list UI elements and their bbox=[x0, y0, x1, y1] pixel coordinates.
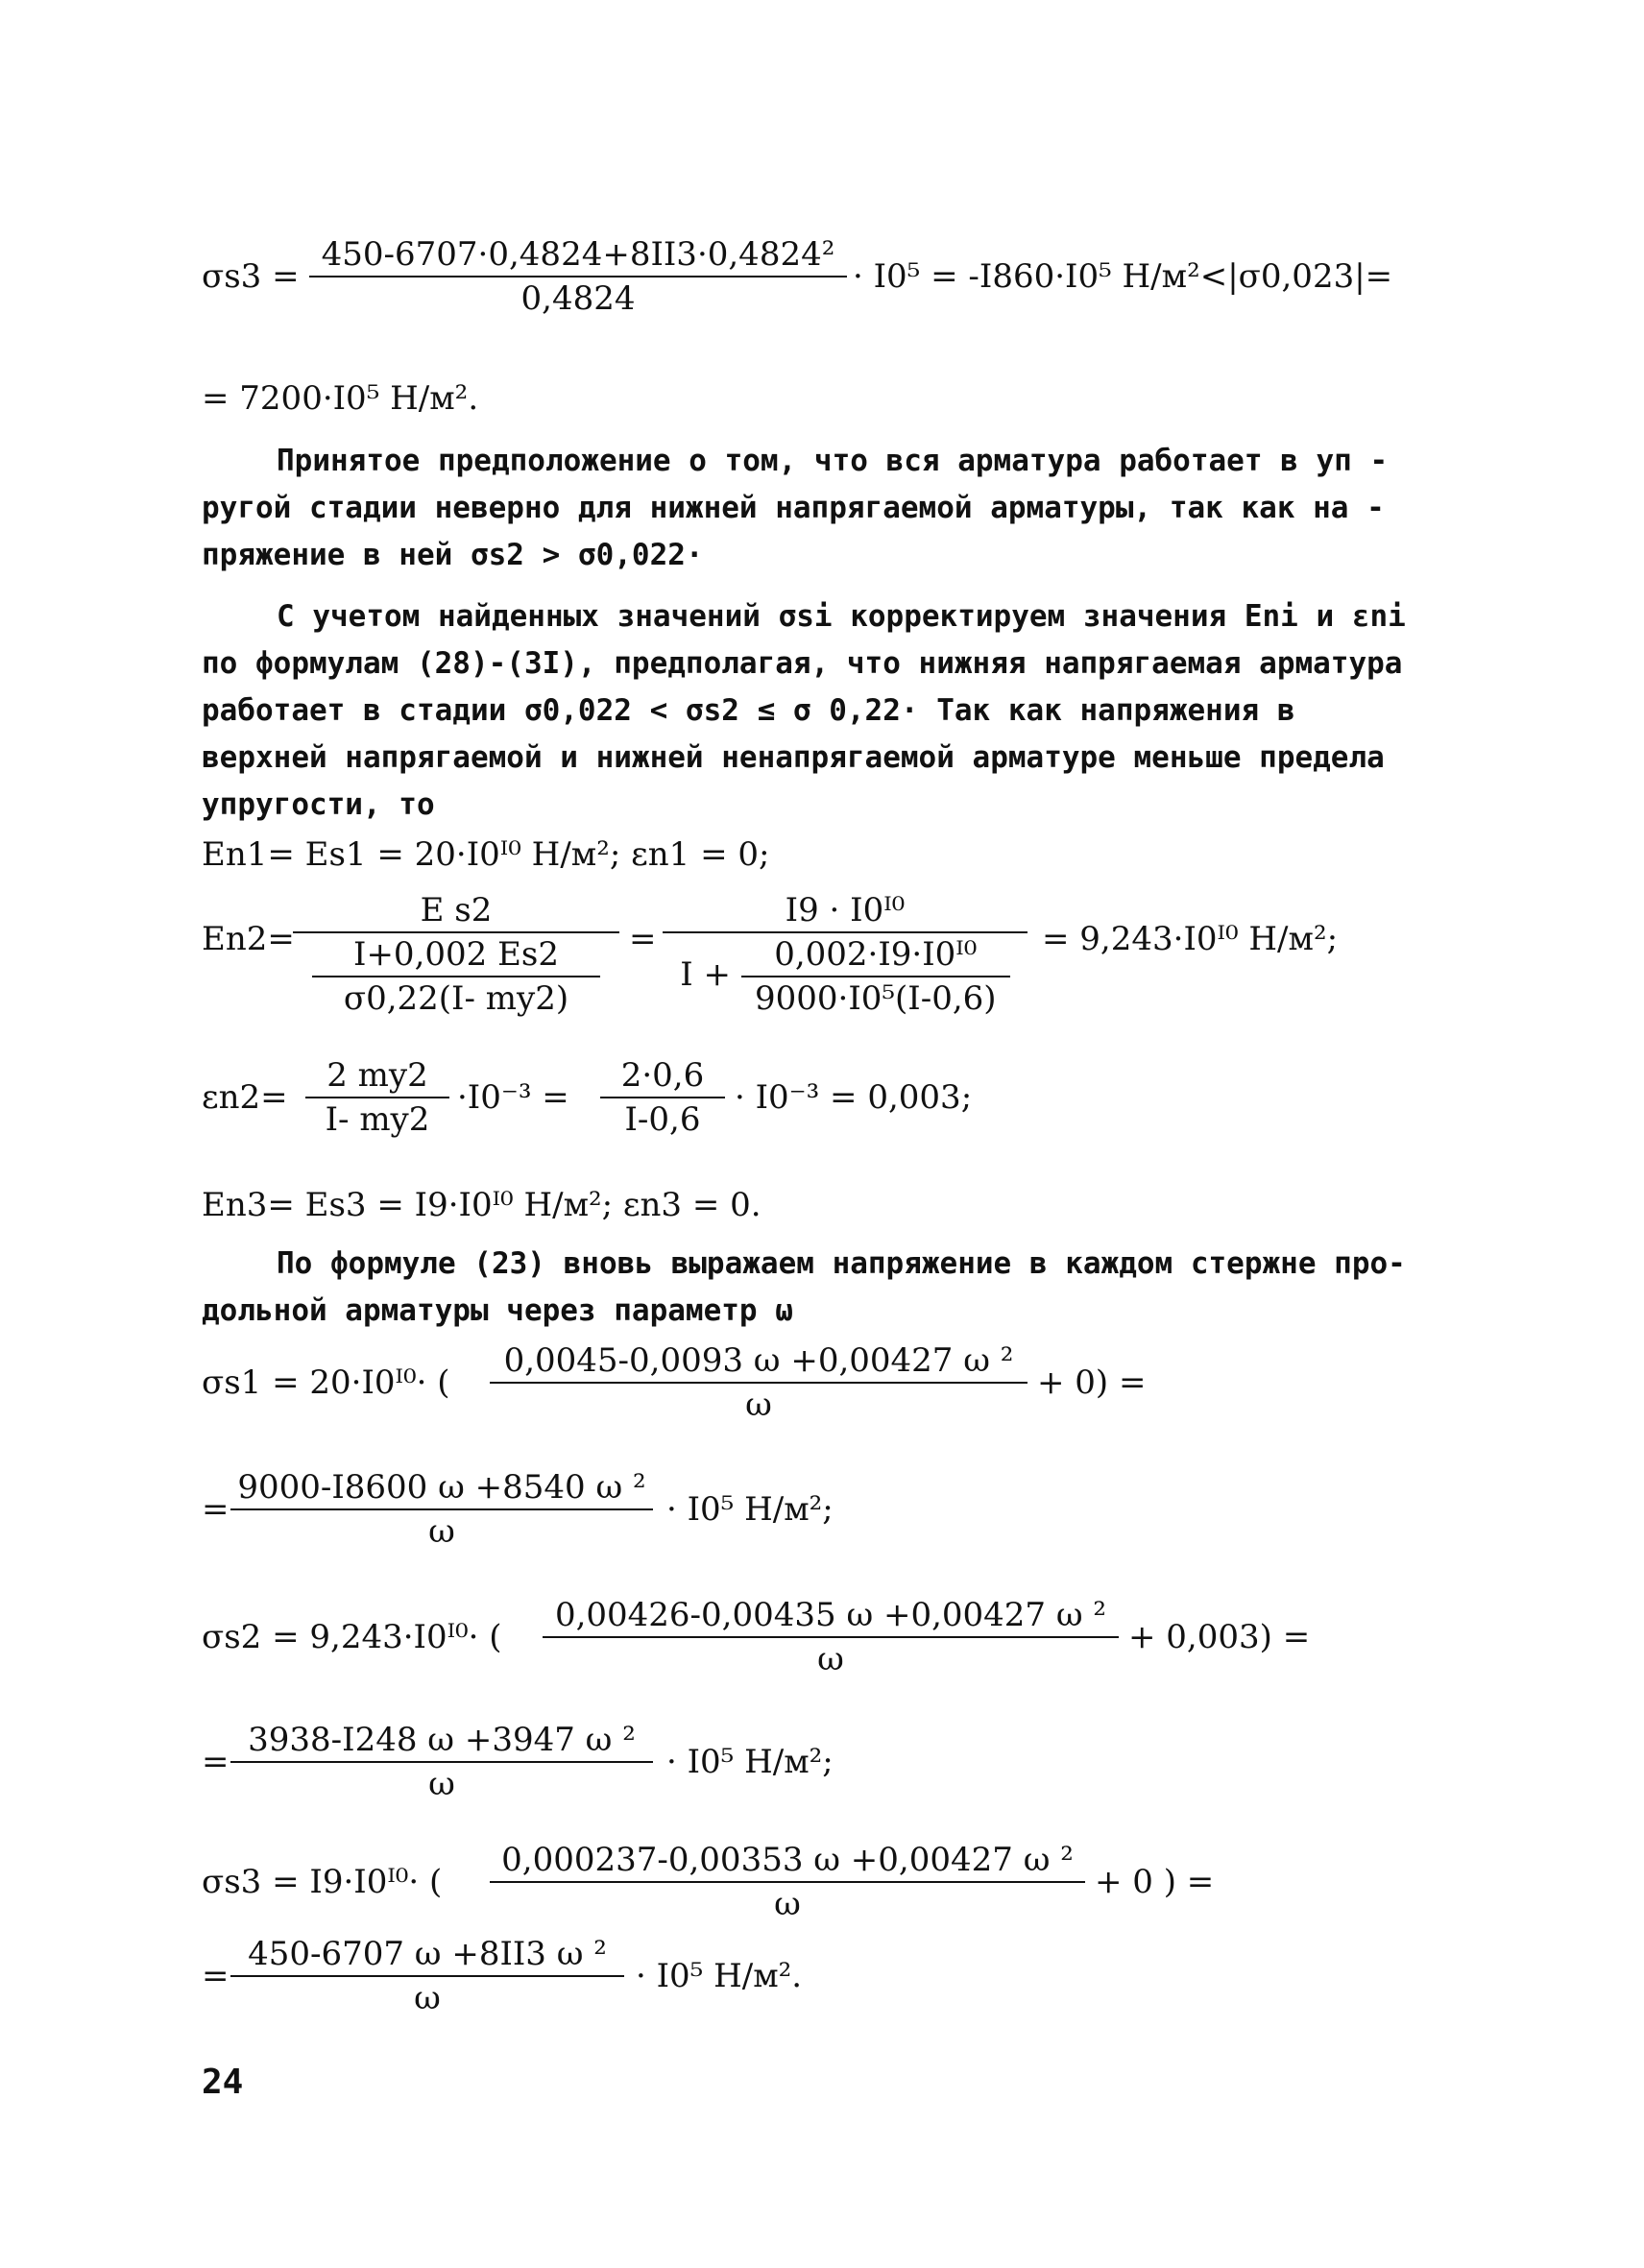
p3-line-1: По формуле (23) вновь выражаем напряжение в каждом стержне про- bbox=[277, 1246, 1406, 1281]
eq1-rest: · I0⁵ = -I860·I0⁵ Н/м²<|σ0,023|= bbox=[853, 257, 1393, 296]
p3-line-2: дольной арматуры через параметр ω bbox=[202, 1293, 793, 1328]
p1-line-2: ругой стадии неверно для нижней напрягаемой арматуры, так как на - bbox=[202, 491, 1385, 525]
en2-fraction-2 bbox=[663, 891, 1028, 1018]
eq1-lhs: σs3 = bbox=[202, 257, 300, 296]
en2-rest: = 9,243·I0ᴵ⁰ Н/м²; bbox=[1042, 920, 1339, 958]
epsn2-f2-numerator: 2·0,6 bbox=[600, 1056, 725, 1098]
s2b-denominator: ω bbox=[428, 1765, 455, 1803]
epsn2-lhs: εn2= bbox=[202, 1078, 288, 1117]
epsn2-f1-denominator: I- my2 bbox=[325, 1100, 430, 1139]
s2-rest: + 0,003) = bbox=[1128, 1618, 1311, 1656]
s2b-numerator: 3938-I248 ω +3947 ω ² bbox=[230, 1721, 653, 1763]
en2-f2-den-numerator: 0,002·I9·I0ᴵ⁰ bbox=[741, 935, 1010, 977]
en2-f1-inner-fraction bbox=[312, 935, 600, 1018]
s1-denominator: ω bbox=[745, 1386, 772, 1424]
en2-f1-den-numerator: I+0,002 Es2 bbox=[312, 935, 600, 977]
s3-denominator: ω bbox=[774, 1885, 801, 1923]
epsn2-f2-denominator: I-0,6 bbox=[624, 1100, 701, 1139]
s3b-rest: · I0⁵ Н/м². bbox=[636, 1957, 803, 1995]
eq1-numerator: 450-6707·0,4824+8II3·0,4824² bbox=[309, 235, 847, 277]
en2-f1-den-denominator: σ0,22(I- my2) bbox=[343, 979, 569, 1018]
p2-line-2: по формулам (28)-(3I), предполагая, что нижняя напрягаемая арматура bbox=[202, 646, 1403, 681]
epsn2-fraction-1 bbox=[305, 1056, 449, 1139]
en2-f2-den-prefix: I + bbox=[680, 955, 731, 994]
s3b-lhs: = bbox=[202, 1957, 230, 1995]
s1b-lhs: = bbox=[202, 1490, 230, 1529]
p2-line-4: верхней напрягаемой и нижней ненапрягаемой арматуре меньше предела bbox=[202, 740, 1385, 775]
en2-f2-numerator: I9 · I0ᴵ⁰ bbox=[663, 891, 1028, 933]
epsn2-middle: ·I0⁻³ = bbox=[457, 1078, 569, 1117]
epsn2-fraction-2 bbox=[600, 1056, 725, 1139]
p1-line-1: Принятое предположение о том, что вся арматура работает в уп - bbox=[277, 444, 1389, 478]
s2b-rest: · I0⁵ Н/м²; bbox=[666, 1743, 834, 1781]
epsn2-f1-numerator: 2 my2 bbox=[305, 1056, 449, 1098]
s2b-fraction bbox=[230, 1721, 653, 1803]
s2b-lhs: = bbox=[202, 1743, 230, 1781]
s3b-fraction bbox=[230, 1935, 624, 2017]
en2-f2-den-denominator: 9000·I0⁵(I-0,6) bbox=[754, 979, 997, 1018]
s1b-rest: · I0⁵ Н/м²; bbox=[666, 1490, 834, 1529]
s1b-fraction bbox=[230, 1468, 653, 1551]
p2-line-1: С учетом найденных значений σsi корректируем значения Eni и εni bbox=[277, 599, 1406, 634]
s1-lhs: σs1 = 20·I0ᴵ⁰· ( bbox=[202, 1363, 450, 1402]
eq1-fraction bbox=[309, 235, 847, 318]
en2-lhs: En2= bbox=[202, 920, 295, 958]
en2-fraction-1 bbox=[293, 891, 619, 1018]
p2-line-3: работает в стадии σ0,022 < σs2 ≤ σ 0,22· Так как напряжения в bbox=[202, 693, 1295, 728]
p1-line-3: пряжение в ней σs2 > σ0,022· bbox=[202, 538, 704, 572]
en2-f2-inner-fraction bbox=[741, 935, 1010, 1018]
s2-numerator: 0,00426-0,00435 ω +0,00427 ω ² bbox=[543, 1596, 1119, 1638]
eq1-denominator: 0,4824 bbox=[520, 279, 636, 318]
s3-lhs: σs3 = I9·I0ᴵ⁰· ( bbox=[202, 1863, 443, 1901]
eq1-continuation: = 7200·I0⁵ Н/м². bbox=[202, 379, 479, 418]
en2-f1-numerator: E s2 bbox=[293, 891, 619, 933]
epsn2-rest: · I0⁻³ = 0,003; bbox=[735, 1078, 973, 1117]
s3-fraction bbox=[490, 1841, 1085, 1923]
s1b-denominator: ω bbox=[428, 1512, 455, 1551]
s2-denominator: ω bbox=[817, 1640, 844, 1678]
s2-fraction bbox=[543, 1596, 1119, 1678]
s1-rest: + 0) = bbox=[1037, 1363, 1147, 1402]
en1-equation: En1= Es1 = 20·I0ᴵ⁰ Н/м²; εn1 = 0; bbox=[202, 835, 770, 874]
s1-numerator: 0,0045-0,0093 ω +0,00427 ω ² bbox=[490, 1341, 1028, 1384]
p2-line-5: упругости, то bbox=[202, 787, 435, 822]
s3-rest: + 0 ) = bbox=[1095, 1863, 1215, 1901]
en2-f1-denominator bbox=[293, 933, 619, 1018]
s3-numerator: 0,000237-0,00353 ω +0,00427 ω ² bbox=[490, 1841, 1085, 1883]
page-number: 24 bbox=[202, 2063, 244, 2102]
s3b-numerator: 450-6707 ω +8II3 ω ² bbox=[230, 1935, 624, 1977]
s1-fraction bbox=[490, 1341, 1028, 1424]
s3b-denominator: ω bbox=[414, 1979, 441, 2017]
en2-f2-denominator bbox=[663, 933, 1028, 1018]
s1b-numerator: 9000-I8600 ω +8540 ω ² bbox=[230, 1468, 653, 1510]
en2-equals: = bbox=[629, 920, 657, 958]
en3-equation: En3= Es3 = I9·I0ᴵ⁰ Н/м²; εn3 = 0. bbox=[202, 1186, 762, 1224]
s2-lhs: σs2 = 9,243·I0ᴵ⁰· ( bbox=[202, 1618, 502, 1656]
